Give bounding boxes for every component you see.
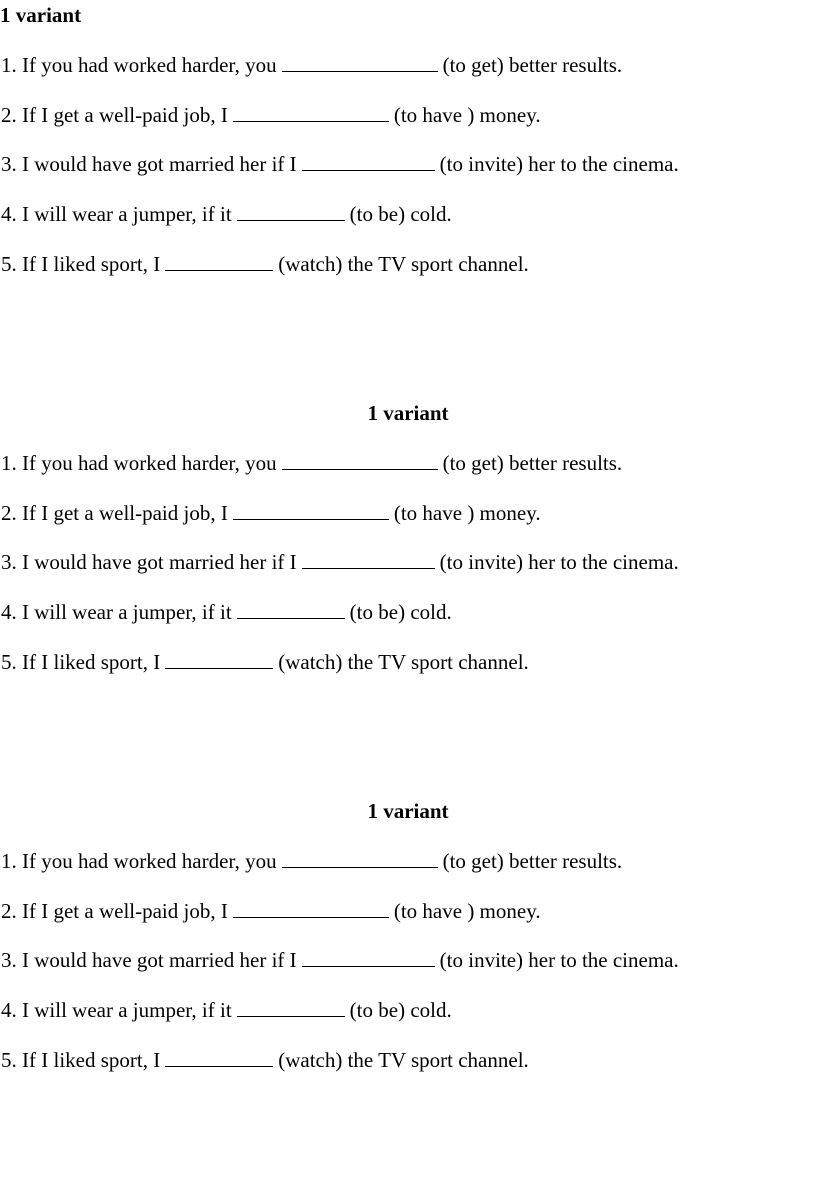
sentence-end: (to be) cold. — [349, 998, 452, 1022]
sentence-end: (to invite) her to the cinema. — [439, 948, 679, 972]
answer-blank — [237, 599, 345, 619]
sentence-end: (to get) better results. — [442, 53, 623, 77]
exercise-item-4 — [1, 599, 452, 625]
sentence-start: 3. I would have got married her if I — [1, 948, 297, 972]
answer-blank — [282, 450, 438, 470]
sentence-end: (to invite) her to the cinema. — [439, 550, 679, 574]
sentence-start: 5. If I liked sport, I — [1, 252, 161, 276]
sentence-start: 4. I will wear a jumper, if it — [1, 202, 232, 226]
variant-title: 1 variant — [0, 3, 82, 27]
sentence-end: (to get) better results. — [442, 451, 623, 475]
sentence-start: 1. If you had worked harder, you — [1, 451, 277, 475]
sentence-start: 4. I will wear a jumper, if it — [1, 600, 232, 624]
answer-blank — [165, 1047, 273, 1067]
exercise-item-2 — [1, 500, 541, 526]
answer-blank — [233, 500, 389, 520]
sentence-start: 2. If I get a well-paid job, I — [1, 501, 228, 525]
sentence-end: (to be) cold. — [349, 600, 452, 624]
answer-blank — [302, 151, 435, 171]
sentence-end: (to have ) money. — [393, 103, 541, 127]
sentence-end: (to have ) money. — [393, 899, 541, 923]
sentence-end: (to invite) her to the cinema. — [439, 152, 679, 176]
sentence-start: 1. If you had worked harder, you — [1, 849, 277, 873]
sentence-end: (to have ) money. — [393, 501, 541, 525]
answer-blank — [302, 947, 435, 967]
answer-blank — [237, 997, 345, 1017]
exercise-item-1 — [1, 848, 622, 874]
sentence-start: 3. I would have got married her if I — [1, 550, 297, 574]
answer-blank — [237, 201, 345, 221]
exercise-item-2 — [1, 898, 541, 924]
exercise-item-1 — [1, 52, 622, 78]
answer-blank — [282, 52, 438, 72]
answer-blank — [282, 848, 438, 868]
sentence-end: (watch) the TV sport channel. — [278, 1048, 529, 1072]
answer-blank — [165, 251, 273, 271]
sentence-start: 5. If I liked sport, I — [1, 1048, 161, 1072]
exercise-item-2 — [1, 102, 541, 128]
sentence-end: (watch) the TV sport channel. — [278, 252, 529, 276]
exercise-item-5 — [1, 1047, 529, 1073]
exercise-item-4 — [1, 997, 452, 1023]
variant-title: 1 variant — [367, 401, 449, 425]
sentence-start: 2. If I get a well-paid job, I — [1, 103, 228, 127]
exercise-item-3 — [1, 549, 679, 575]
exercise-item-4 — [1, 201, 452, 227]
answer-blank — [233, 898, 389, 918]
variant-title: 1 variant — [367, 799, 449, 823]
exercise-item-5 — [1, 649, 529, 675]
sentence-start: 4. I will wear a jumper, if it — [1, 998, 232, 1022]
exercise-item-3 — [1, 947, 679, 973]
exercise-item-3 — [1, 151, 679, 177]
answer-blank — [165, 649, 273, 669]
exercise-item-1 — [1, 450, 622, 476]
sentence-end: (watch) the TV sport channel. — [278, 650, 529, 674]
exercise-item-5 — [1, 251, 529, 277]
sentence-end: (to get) better results. — [442, 849, 623, 873]
sentence-end: (to be) cold. — [349, 202, 452, 226]
sentence-start: 1. If you had worked harder, you — [1, 53, 277, 77]
sentence-start: 5. If I liked sport, I — [1, 650, 161, 674]
sentence-start: 2. If I get a well-paid job, I — [1, 899, 228, 923]
answer-blank — [233, 102, 389, 122]
sentence-start: 3. I would have got married her if I — [1, 152, 297, 176]
answer-blank — [302, 549, 435, 569]
